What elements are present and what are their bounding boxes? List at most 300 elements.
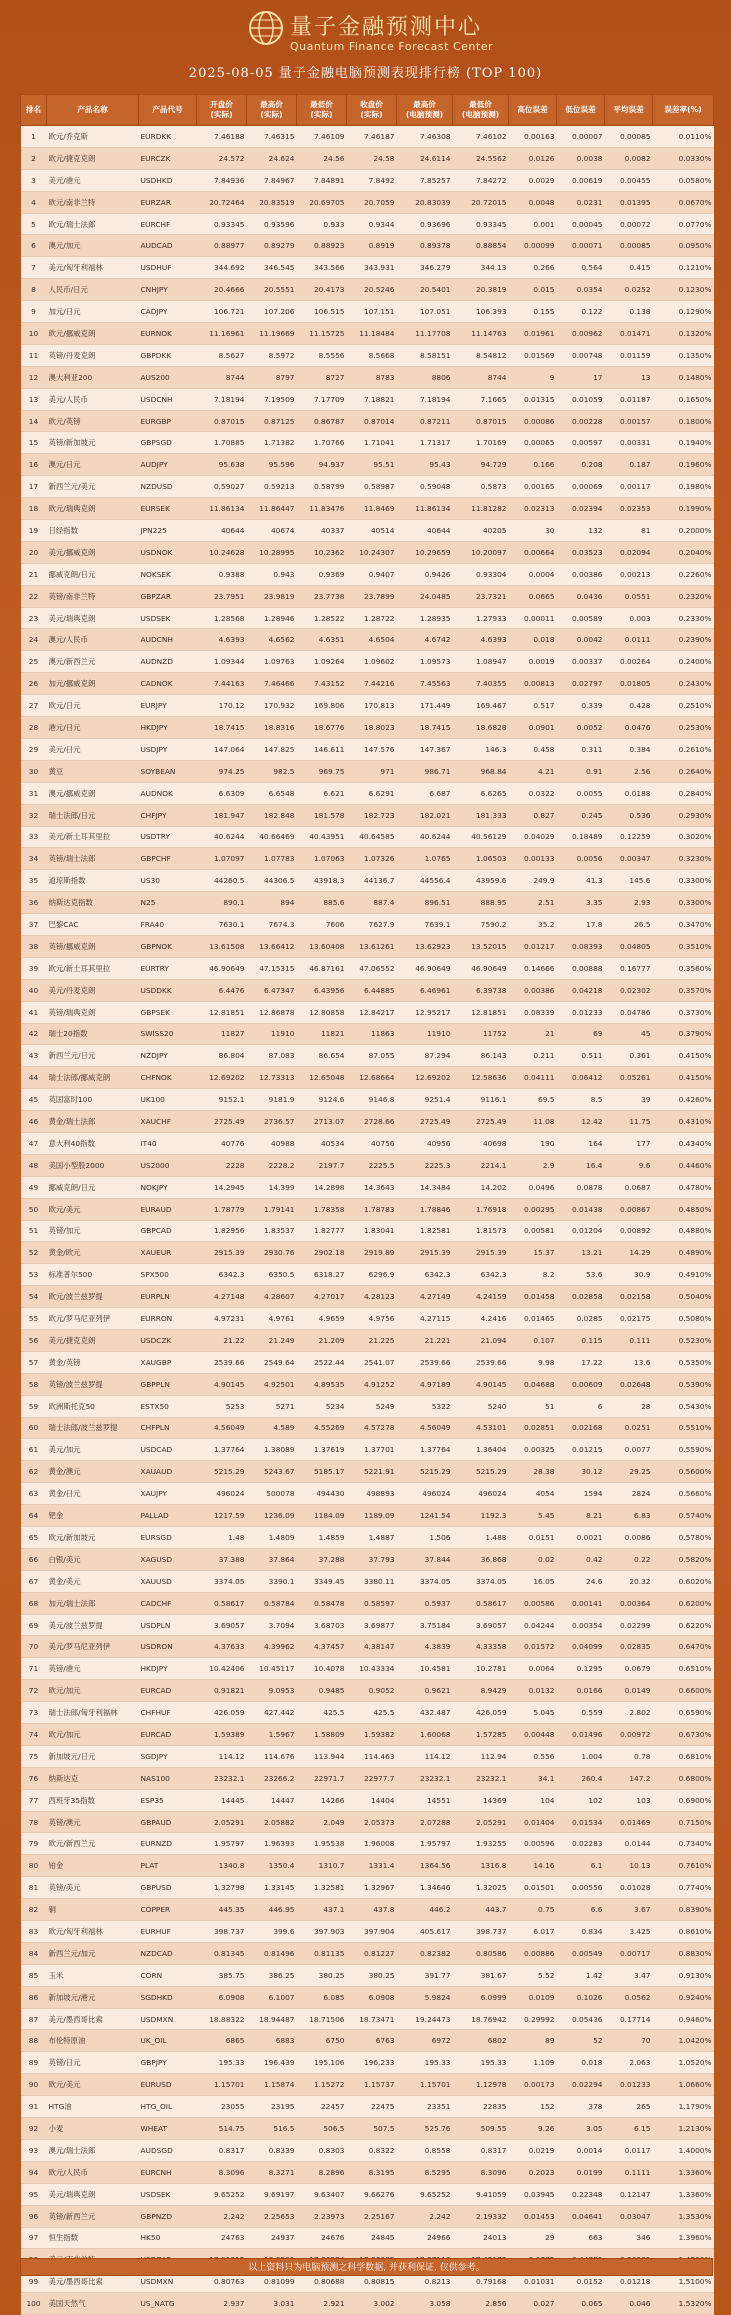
- pred-low-cell: 8744: [453, 366, 509, 388]
- high-error-cell: 0.75: [509, 1899, 557, 1921]
- close-cell: 2225.5: [347, 1154, 397, 1176]
- avg-error-cell: 3.47: [605, 1964, 653, 1986]
- high-error-cell: 89: [509, 2030, 557, 2052]
- low-cell: 7.84891: [297, 169, 347, 191]
- table-row: [21, 1527, 714, 1549]
- product-name-cell: 欧元/挪威克朗: [47, 323, 139, 345]
- table-row: [21, 1789, 714, 1811]
- product-code-cell: GBPAUD: [139, 1811, 197, 1833]
- product-code-cell: NZDJPY: [139, 1045, 197, 1067]
- rank-cell: 79: [21, 1833, 47, 1855]
- table-row: [21, 1505, 714, 1527]
- product-code-cell: CHFJPY: [139, 804, 197, 826]
- low-cell: 181.578: [297, 804, 347, 826]
- error-rate-cell: 0.1650%: [653, 388, 714, 410]
- low-error-cell: 0.01204: [557, 1220, 605, 1242]
- high-error-cell: 0.00586: [509, 1592, 557, 1614]
- avg-error-cell: 2.56: [605, 760, 653, 782]
- open-cell: 0.9388: [197, 563, 247, 585]
- low-error-cell: 102: [557, 1789, 605, 1811]
- pred-low-cell: 12.58636: [453, 1067, 509, 1089]
- product-code-cell: AUDNOK: [139, 782, 197, 804]
- pred-high-cell: 5215.29: [397, 1461, 453, 1483]
- pred-high-cell: 21.221: [397, 1329, 453, 1351]
- product-code-cell: EURRON: [139, 1308, 197, 1330]
- error-rate-cell: 1.0660%: [653, 2074, 714, 2096]
- product-name-cell: 欧元/人民币: [47, 2161, 139, 2183]
- high-cell: 14.399: [247, 1176, 297, 1198]
- low-cell: 0.9369: [297, 563, 347, 585]
- high-error-cell: 0.01465: [509, 1308, 557, 1330]
- table-row: [21, 585, 714, 607]
- avg-error-cell: 0.0111: [605, 629, 653, 651]
- avg-error-cell: 0.17714: [605, 2008, 653, 2030]
- error-rate-cell: 0.6590%: [653, 1702, 714, 1724]
- pred-low-cell: 11.81282: [453, 498, 509, 520]
- low-cell: 8.5556: [297, 344, 347, 366]
- table-row: [21, 1067, 714, 1089]
- close-cell: 437.8: [347, 1899, 397, 1921]
- open-cell: 14445: [197, 1789, 247, 1811]
- avg-error-cell: 0.01187: [605, 388, 653, 410]
- error-rate-cell: 0.1940%: [653, 432, 714, 454]
- high-error-cell: 0.02: [509, 1548, 557, 1570]
- open-cell: 1.32798: [197, 1877, 247, 1899]
- avg-error-cell: 0.01805: [605, 673, 653, 695]
- pred-low-cell: 112.94: [453, 1745, 509, 1767]
- low-error-cell: 0.0021: [557, 1527, 605, 1549]
- pred-low-cell: 18.76942: [453, 2008, 509, 2030]
- globe-logo-icon: [248, 10, 284, 46]
- error-rate-cell: 0.0950%: [653, 235, 714, 257]
- column-header-sublabel: (电脑预测): [405, 110, 444, 119]
- low-cell: 43918.3: [297, 870, 347, 892]
- close-cell: 0.8919: [347, 235, 397, 257]
- high-error-cell: 6.017: [509, 1921, 557, 1943]
- product-code-cell: US2000: [139, 1154, 197, 1176]
- low-cell: 5185.17: [297, 1461, 347, 1483]
- product-name-cell: 钯金: [47, 1505, 139, 1527]
- rank-cell: 72: [21, 1680, 47, 1702]
- low-error-cell: 0.0285: [557, 1308, 605, 1330]
- low-error-cell: 0.245: [557, 804, 605, 826]
- product-code-cell: AUS200: [139, 366, 197, 388]
- pred-high-cell: 4.97189: [397, 1373, 453, 1395]
- avg-error-cell: 0.0476: [605, 717, 653, 739]
- rank-cell: 87: [21, 2008, 47, 2030]
- high-cell: 0.8339: [247, 2139, 297, 2161]
- pred-high-cell: 0.9426: [397, 563, 453, 585]
- product-code-cell: XAUEUR: [139, 1242, 197, 1264]
- pred-high-cell: 7.45563: [397, 673, 453, 695]
- error-rate-cell: 1.3530%: [653, 2205, 714, 2227]
- high-cell: 1.15874: [247, 2074, 297, 2096]
- pred-high-cell: 7.46308: [397, 126, 453, 148]
- product-code-cell: XAUAUD: [139, 1461, 197, 1483]
- pred-low-cell: 24.5562: [453, 147, 509, 169]
- close-cell: 182.723: [347, 804, 397, 826]
- low-cell: 11821: [297, 1023, 347, 1045]
- product-name-cell: 新西兰元/加元: [47, 1942, 139, 1964]
- page-title: 2025-08-05 量子金融电脑预测表现排行榜 (TOP 100): [188, 66, 543, 81]
- low-error-cell: 0.115: [557, 1329, 605, 1351]
- pred-high-cell: 2539.66: [397, 1351, 453, 1373]
- avg-error-cell: 0.00455: [605, 169, 653, 191]
- low-cell: 494430: [297, 1483, 347, 1505]
- pred-high-cell: 4.56049: [397, 1417, 453, 1439]
- avg-error-cell: 147.2: [605, 1767, 653, 1789]
- product-code-cell: USDSEK: [139, 2183, 197, 2205]
- low-error-cell: 0.208: [557, 454, 605, 476]
- product-code-cell: COPPER: [139, 1899, 197, 1921]
- avg-error-cell: 0.187: [605, 454, 653, 476]
- avg-error-cell: 0.00347: [605, 848, 653, 870]
- error-rate-cell: 0.4150%: [653, 1067, 714, 1089]
- error-rate-cell: 0.4910%: [653, 1264, 714, 1286]
- high-cell: 87.083: [247, 1045, 297, 1067]
- open-cell: 1.37764: [197, 1439, 247, 1461]
- table-row: [21, 235, 714, 257]
- table-row: [21, 2293, 714, 2315]
- pred-low-cell: 1.76918: [453, 1198, 509, 1220]
- table-row: [21, 191, 714, 213]
- close-cell: 8783: [347, 366, 397, 388]
- product-name-cell: 欧元/加元: [47, 1724, 139, 1746]
- low-error-cell: 24.6: [557, 1570, 605, 1592]
- low-cell: 7.17709: [297, 388, 347, 410]
- low-error-cell: 0.0056: [557, 848, 605, 870]
- low-error-cell: 1.004: [557, 1745, 605, 1767]
- product-code-cell: HKDJPY: [139, 1658, 197, 1680]
- low-cell: 1.78358: [297, 1198, 347, 1220]
- high-cell: 147.825: [247, 738, 297, 760]
- close-cell: 0.58987: [347, 476, 397, 498]
- high-error-cell: 0.04688: [509, 1373, 557, 1395]
- product-code-cell: CADJPY: [139, 301, 197, 323]
- pred-high-cell: 4.27115: [397, 1308, 453, 1330]
- low-error-cell: 0.0042: [557, 629, 605, 651]
- low-error-cell: 0.00597: [557, 432, 605, 454]
- pred-high-cell: 0.93696: [397, 213, 453, 235]
- low-cell: 0.80688: [297, 2271, 347, 2293]
- column-header-label: 平均误差: [613, 105, 644, 114]
- high-error-cell: 0.0109: [509, 1986, 557, 2008]
- pred-high-cell: 525.76: [397, 2118, 453, 2140]
- low-error-cell: 3.35: [557, 892, 605, 914]
- table-row: [21, 1483, 714, 1505]
- product-code-cell: CADNOK: [139, 673, 197, 695]
- error-rate-cell: 0.1480%: [653, 366, 714, 388]
- open-cell: 2.242: [197, 2205, 247, 2227]
- low-error-cell: 0.02858: [557, 1286, 605, 1308]
- pred-low-cell: 0.58617: [453, 1592, 509, 1614]
- pred-low-cell: 1.08947: [453, 651, 509, 673]
- table-row: [21, 563, 714, 585]
- pred-high-cell: 4.6742: [397, 629, 453, 651]
- column-header: [453, 95, 509, 126]
- high-cell: 11.86447: [247, 498, 297, 520]
- open-cell: 21.22: [197, 1329, 247, 1351]
- high-error-cell: 69.5: [509, 1089, 557, 1111]
- pred-high-cell: 20.5401: [397, 279, 453, 301]
- product-code-cell: EURSEK: [139, 498, 197, 520]
- error-rate-cell: 0.3730%: [653, 1001, 714, 1023]
- low-cell: 6.43956: [297, 979, 347, 1001]
- low-cell: 0.81135: [297, 1942, 347, 1964]
- low-cell: 20.69705: [297, 191, 347, 213]
- pred-low-cell: 1.81573: [453, 1220, 509, 1242]
- rank-cell: 64: [21, 1505, 47, 1527]
- high-error-cell: 21: [509, 1023, 557, 1045]
- avg-error-cell: 0.00213: [605, 563, 653, 585]
- product-code-cell: USDRON: [139, 1636, 197, 1658]
- table-row: [21, 2074, 714, 2096]
- product-name-cell: 美元/墨西哥比索: [47, 2008, 139, 2030]
- pred-low-cell: 169.467: [453, 695, 509, 717]
- high-error-cell: 0.00163: [509, 126, 557, 148]
- pred-low-cell: 195.33: [453, 2052, 509, 2074]
- table-row: [21, 979, 714, 1001]
- pred-low-cell: 398.737: [453, 1921, 509, 1943]
- error-rate-cell: 1.5100%: [653, 2271, 714, 2293]
- avg-error-cell: 70: [605, 2030, 653, 2052]
- low-cell: 0.88923: [297, 235, 347, 257]
- high-cell: 7.84967: [247, 169, 297, 191]
- pred-low-cell: 21.094: [453, 1329, 509, 1351]
- low-error-cell: 663: [557, 2227, 605, 2249]
- error-rate-cell: 0.6810%: [653, 1745, 714, 1767]
- low-error-cell: 0.0436: [557, 585, 605, 607]
- low-cell: 22971.7: [297, 1767, 347, 1789]
- open-cell: 8.3096: [197, 2161, 247, 2183]
- product-code-cell: UK_OIL: [139, 2030, 197, 2052]
- product-code-cell: UK100: [139, 1089, 197, 1111]
- low-cell: 2.049: [297, 1811, 347, 1833]
- product-code-cell: PALLAD: [139, 1505, 197, 1527]
- error-rate-cell: 0.4150%: [653, 1045, 714, 1067]
- product-code-cell: GBPNZD: [139, 2205, 197, 2227]
- high-error-cell: 0.00011: [509, 607, 557, 629]
- high-cell: 7.46315: [247, 126, 297, 148]
- pred-low-cell: 106.393: [453, 301, 509, 323]
- product-name-cell: 美元/丹麦克朗: [47, 979, 139, 1001]
- high-cell: 3.7094: [247, 1614, 297, 1636]
- open-cell: 40.6244: [197, 826, 247, 848]
- avg-error-cell: 0.1111: [605, 2161, 653, 2183]
- product-name-cell: 欧元/瑞典克朗: [47, 498, 139, 520]
- open-cell: 23.7951: [197, 585, 247, 607]
- product-name-cell: 黄金/日元: [47, 1483, 139, 1505]
- close-cell: 3.002: [347, 2293, 397, 2315]
- column-header-label: 开盘价: [210, 100, 233, 109]
- pred-high-cell: 1.34646: [397, 1877, 453, 1899]
- close-cell: 2.25167: [347, 2205, 397, 2227]
- pred-low-cell: 36.868: [453, 1548, 509, 1570]
- product-code-cell: GBPCHF: [139, 848, 197, 870]
- high-error-cell: 0.02313: [509, 498, 557, 520]
- high-error-cell: 0.14666: [509, 957, 557, 979]
- avg-error-cell: 0.00264: [605, 651, 653, 673]
- low-cell: 14266: [297, 1789, 347, 1811]
- low-cell: 6.621: [297, 782, 347, 804]
- close-cell: 40514: [347, 520, 397, 542]
- product-name-cell: 欧元/美元: [47, 1198, 139, 1220]
- product-name-cell: 英镑/挪威克朗: [47, 935, 139, 957]
- rank-cell: 21: [21, 563, 47, 585]
- pred-low-cell: 968.84: [453, 760, 509, 782]
- ranking-table: [20, 94, 714, 2315]
- product-name-cell: 澳元/加元: [47, 235, 139, 257]
- high-error-cell: 0.00325: [509, 1439, 557, 1461]
- rank-cell: 27: [21, 695, 47, 717]
- pred-high-cell: 40.6244: [397, 826, 453, 848]
- avg-error-cell: 0.0687: [605, 1176, 653, 1198]
- avg-error-cell: 0.0551: [605, 585, 653, 607]
- avg-error-cell: 0.0117: [605, 2139, 653, 2161]
- low-error-cell: 0.122: [557, 301, 605, 323]
- high-error-cell: 0.01031: [509, 2271, 557, 2293]
- high-error-cell: 0.2023: [509, 2161, 557, 2183]
- pred-high-cell: 18.7415: [397, 717, 453, 739]
- high-error-cell: 0.0151: [509, 1527, 557, 1549]
- error-rate-cell: 0.2530%: [653, 717, 714, 739]
- high-cell: 2930.76: [247, 1242, 297, 1264]
- low-error-cell: 0.01438: [557, 1198, 605, 1220]
- table-row: [21, 541, 714, 563]
- avg-error-cell: 20.32: [605, 1570, 653, 1592]
- avg-error-cell: 0.78: [605, 1745, 653, 1767]
- open-cell: 8744: [197, 366, 247, 388]
- product-name-cell: 意大利40指数: [47, 1132, 139, 1154]
- product-code-cell: USDMXN: [139, 2271, 197, 2293]
- low-error-cell: 1594: [557, 1483, 605, 1505]
- pred-high-cell: 5.9824: [397, 1986, 453, 2008]
- table-row: [21, 826, 714, 848]
- low-cell: 3.68703: [297, 1614, 347, 1636]
- close-cell: 1.28722: [347, 607, 397, 629]
- low-cell: 8727: [297, 366, 347, 388]
- rank-cell: 96: [21, 2205, 47, 2227]
- pred-low-cell: 3.69057: [453, 1614, 509, 1636]
- product-code-cell: SOYBEAN: [139, 760, 197, 782]
- column-header-label: 最高价: [413, 100, 436, 109]
- error-rate-cell: 0.5430%: [653, 1395, 714, 1417]
- error-rate-cell: 0.2260%: [653, 563, 714, 585]
- open-cell: 46.90649: [197, 957, 247, 979]
- high-error-cell: 0.29992: [509, 2008, 557, 2030]
- pred-high-cell: 2.07288: [397, 1811, 453, 1833]
- rank-cell: 15: [21, 432, 47, 454]
- pred-high-cell: 19.24473: [397, 2008, 453, 2030]
- pred-high-cell: 1.82581: [397, 1220, 453, 1242]
- close-cell: 11.18484: [347, 323, 397, 345]
- low-cell: 1.58809: [297, 1724, 347, 1746]
- pred-high-cell: 0.87211: [397, 410, 453, 432]
- open-cell: 37.388: [197, 1548, 247, 1570]
- error-rate-cell: 0.1980%: [653, 476, 714, 498]
- table-row: [21, 1964, 714, 1986]
- avg-error-cell: 0.01028: [605, 1877, 653, 1899]
- column-header: [605, 95, 653, 126]
- close-cell: 1.83041: [347, 1220, 397, 1242]
- open-cell: 1217.59: [197, 1505, 247, 1527]
- low-error-cell: 0.339: [557, 695, 605, 717]
- close-cell: 4.57278: [347, 1417, 397, 1439]
- product-name-cell: 纳斯达克指数: [47, 892, 139, 914]
- open-cell: 86.804: [197, 1045, 247, 1067]
- high-error-cell: 30: [509, 520, 557, 542]
- table-row: [21, 1592, 714, 1614]
- product-name-cell: 美元/新土耳其里拉: [47, 826, 139, 848]
- high-cell: 3390.1: [247, 1570, 297, 1592]
- error-rate-cell: 0.5780%: [653, 1527, 714, 1549]
- high-error-cell: 0.00065: [509, 432, 557, 454]
- low-cell: 195.106: [297, 2052, 347, 2074]
- pred-low-cell: 7.40355: [453, 673, 509, 695]
- close-cell: 8.5668: [347, 344, 397, 366]
- product-name-cell: 美元/匈牙利福林: [47, 257, 139, 279]
- low-cell: 0.86787: [297, 410, 347, 432]
- high-cell: 4.589: [247, 1417, 297, 1439]
- error-rate-cell: 0.5040%: [653, 1286, 714, 1308]
- low-cell: 40534: [297, 1132, 347, 1154]
- rank-cell: 77: [21, 1789, 47, 1811]
- open-cell: 7.18194: [197, 388, 247, 410]
- product-code-cell: XAUCHF: [139, 1111, 197, 1133]
- open-cell: 890.1: [197, 892, 247, 914]
- high-cell: 18.94487: [247, 2008, 297, 2030]
- error-rate-cell: 0.0770%: [653, 213, 714, 235]
- error-rate-cell: 1.2130%: [653, 2118, 714, 2140]
- low-cell: 969.75: [297, 760, 347, 782]
- pred-high-cell: 9.65252: [397, 2183, 453, 2205]
- rank-cell: 92: [21, 2118, 47, 2140]
- open-cell: 0.88977: [197, 235, 247, 257]
- close-cell: 6.0908: [347, 1986, 397, 2008]
- product-code-cell: USDJPY: [139, 738, 197, 760]
- table-row: [21, 2030, 714, 2052]
- product-code-cell: GBPUSD: [139, 1877, 197, 1899]
- high-error-cell: 0.018: [509, 629, 557, 651]
- error-rate-cell: 1.4000%: [653, 2139, 714, 2161]
- error-rate-cell: 0.8830%: [653, 1942, 714, 1964]
- rank-cell: 58: [21, 1373, 47, 1395]
- pred-low-cell: 9.41059: [453, 2183, 509, 2205]
- high-error-cell: 0.0004: [509, 563, 557, 585]
- table-row: [21, 257, 714, 279]
- open-cell: 398.737: [197, 1921, 247, 1943]
- pred-low-cell: 1316.8: [453, 1855, 509, 1877]
- open-cell: 195.33: [197, 2052, 247, 2074]
- rank-cell: 88: [21, 2030, 47, 2052]
- rank-cell: 1: [21, 126, 47, 148]
- low-cell: 46.87161: [297, 957, 347, 979]
- avg-error-cell: 0.536: [605, 804, 653, 826]
- high-error-cell: 0.0496: [509, 1176, 557, 1198]
- product-code-cell: AUDCNH: [139, 629, 197, 651]
- high-cell: 982.5: [247, 760, 297, 782]
- low-error-cell: 0.01059: [557, 388, 605, 410]
- avg-error-cell: 0.0082: [605, 147, 653, 169]
- low-cell: 1.37619: [297, 1439, 347, 1461]
- product-code-cell: HKDJPY: [139, 717, 197, 739]
- close-cell: 4.91252: [347, 1373, 397, 1395]
- table-row: [21, 1702, 714, 1724]
- close-cell: 10.24307: [347, 541, 397, 563]
- open-cell: 0.80763: [197, 2271, 247, 2293]
- avg-error-cell: 0.02648: [605, 1373, 653, 1395]
- product-name-cell: 小麦: [47, 2118, 139, 2140]
